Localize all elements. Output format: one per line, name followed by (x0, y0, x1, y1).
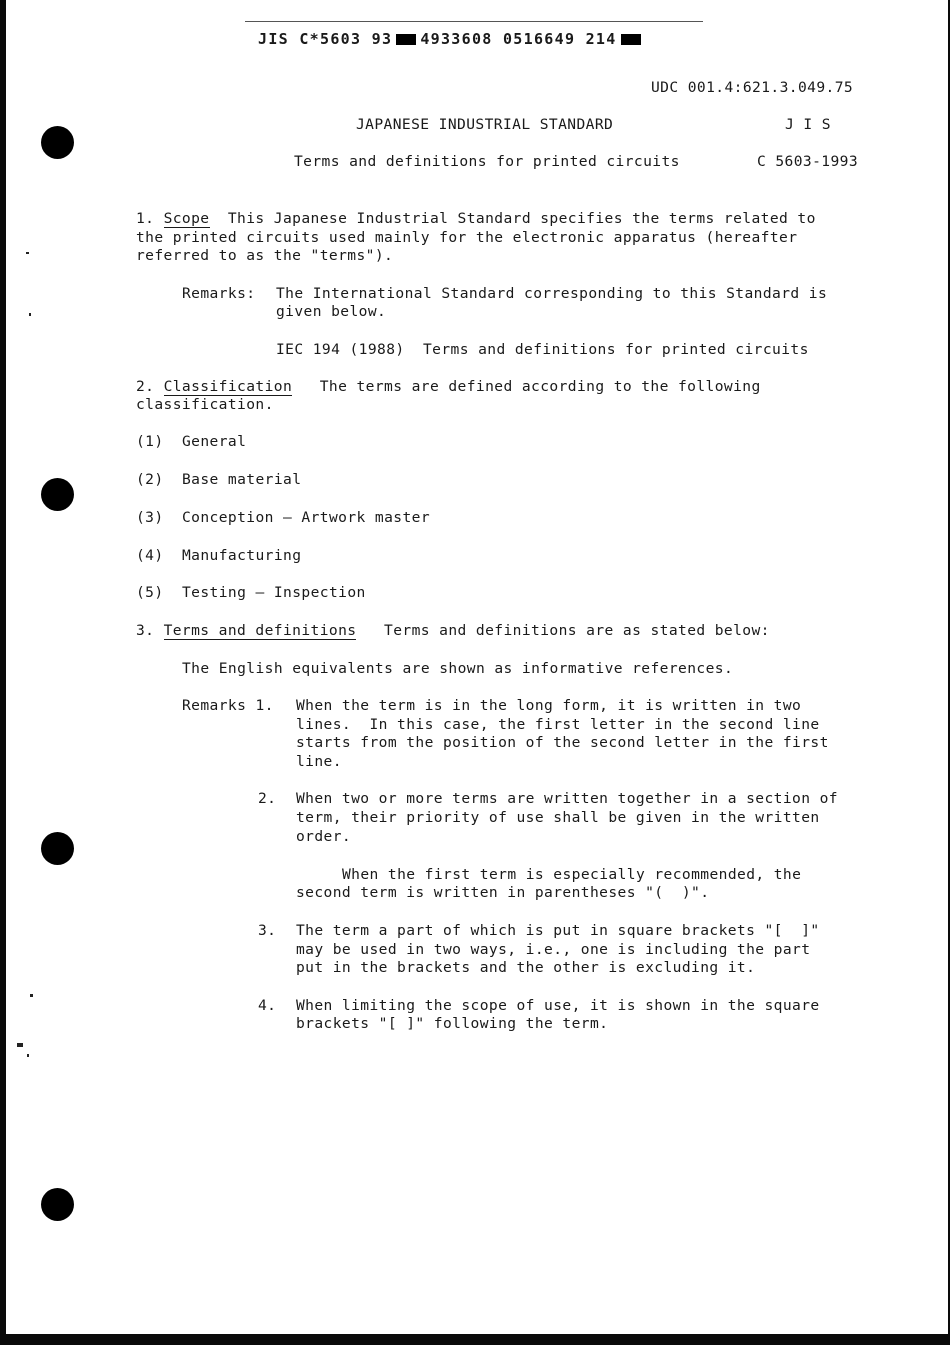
section-2-line-1 (136, 378, 761, 396)
class-item-text: Manufacturing (182, 547, 302, 564)
remark-1-line: starts from the position of the second letter in the first (296, 734, 829, 751)
remark-3-number: 3. (258, 922, 277, 939)
section-2-number: 2. (136, 378, 155, 395)
section-3-text: Terms and definitions are as stated below: (384, 622, 770, 639)
section-1-line-1 (136, 210, 816, 228)
remark-4-line: When limiting the scope of use, it is shown in the square (296, 997, 820, 1014)
section-1-text: This Japanese Industrial Standard specifies the terms related to (227, 210, 816, 227)
remark-1-line: line. (296, 753, 342, 770)
iec-reference: IEC 194 (1988) Terms and definitions for printed circuits (276, 341, 809, 358)
class-item-num: (2) (136, 471, 164, 488)
punch-hole (41, 126, 74, 159)
scan-speck (30, 994, 33, 997)
document-title: Terms and definitions for printed circuits (294, 153, 680, 170)
punch-hole (41, 1188, 74, 1221)
section-1-line-3: referred to as the "terms"). (136, 247, 394, 264)
standard-org: JAPANESE INDUSTRIAL STANDARD (356, 116, 614, 133)
udc-code: UDC 001.4:621.3.049.75 (651, 79, 854, 96)
remark-2-line: term, their priority of use shall be given in the written (296, 809, 820, 826)
section-1-heading: Scope (163, 210, 210, 227)
punch-hole (41, 478, 74, 511)
section-1-line-2: the printed circuits used mainly for the electronic apparatus (hereafter (136, 229, 798, 246)
remark-2b-line: When the first term is especially recommended, the (342, 866, 802, 883)
scan-speck (29, 313, 31, 316)
standard-number: C 5603-1993 (757, 153, 859, 170)
punch-hole (41, 832, 74, 865)
class-item-num: (1) (136, 433, 164, 450)
remark-3-line: The term a part of which is put in square brackets "[ ]" (296, 922, 820, 939)
section-2-text: The terms are defined according to the following (319, 378, 761, 395)
scan-edge-bottom (0, 1334, 950, 1345)
remark-4-number: 4. (258, 997, 277, 1014)
class-item-text: Base material (182, 471, 302, 488)
remark-1-line: lines. In this case, the first letter in the second line (296, 716, 820, 733)
remark-2-number: 2. (258, 790, 277, 807)
remarks-line-1: The International Standard corresponding to this Standard is (276, 285, 828, 302)
scan-speck (27, 1054, 29, 1057)
remark-4-line: brackets "[ ]" following the term. (296, 1015, 609, 1032)
jis-mark: J I S (785, 116, 831, 133)
class-item-num: (3) (136, 509, 164, 526)
section-2-line-2: classification. (136, 396, 274, 413)
remark-3-line: put in the brackets and the other is excluding it. (296, 959, 756, 976)
class-item-text: Conception — Artwork master (182, 509, 431, 526)
black-bar (621, 34, 641, 45)
section-3-line-1 (136, 622, 770, 640)
class-item-num: (5) (136, 584, 164, 601)
scan-speck (17, 1043, 23, 1047)
scan-speck (26, 252, 29, 254)
section-3-heading: Terms and definitions (163, 622, 357, 639)
catalog-code-part2: 4933608 0516649 214 (420, 30, 617, 48)
section-2-heading: Classification (163, 378, 293, 395)
black-bar (396, 34, 416, 45)
remark-3-line: may be used in two ways, i.e., one is including the part (296, 941, 811, 958)
class-item-text: General (182, 433, 247, 450)
top-rule (245, 21, 703, 22)
remarks-label: Remarks 1. (182, 697, 274, 714)
section-1-number: 1. (136, 210, 155, 227)
section-3-note: The English equivalents are shown as informative references. (182, 660, 734, 677)
remarks-line-2: given below. (276, 303, 387, 320)
section-3-number: 3. (136, 622, 155, 639)
remark-2-line: order. (296, 828, 352, 845)
remark-2b-line: second term is written in parentheses "( )". (296, 884, 710, 901)
remarks-label: Remarks: (182, 285, 256, 302)
remark-1-line: When the term is in the long form, it is written in two (296, 697, 802, 714)
scan-edge-left (0, 0, 6, 1345)
class-item-num: (4) (136, 547, 164, 564)
class-item-text: Testing — Inspection (182, 584, 366, 601)
remark-2-line: When two or more terms are written together in a section of (296, 790, 838, 807)
catalog-code (258, 30, 645, 48)
catalog-code-part1: JIS C*5603 93 (258, 30, 393, 48)
